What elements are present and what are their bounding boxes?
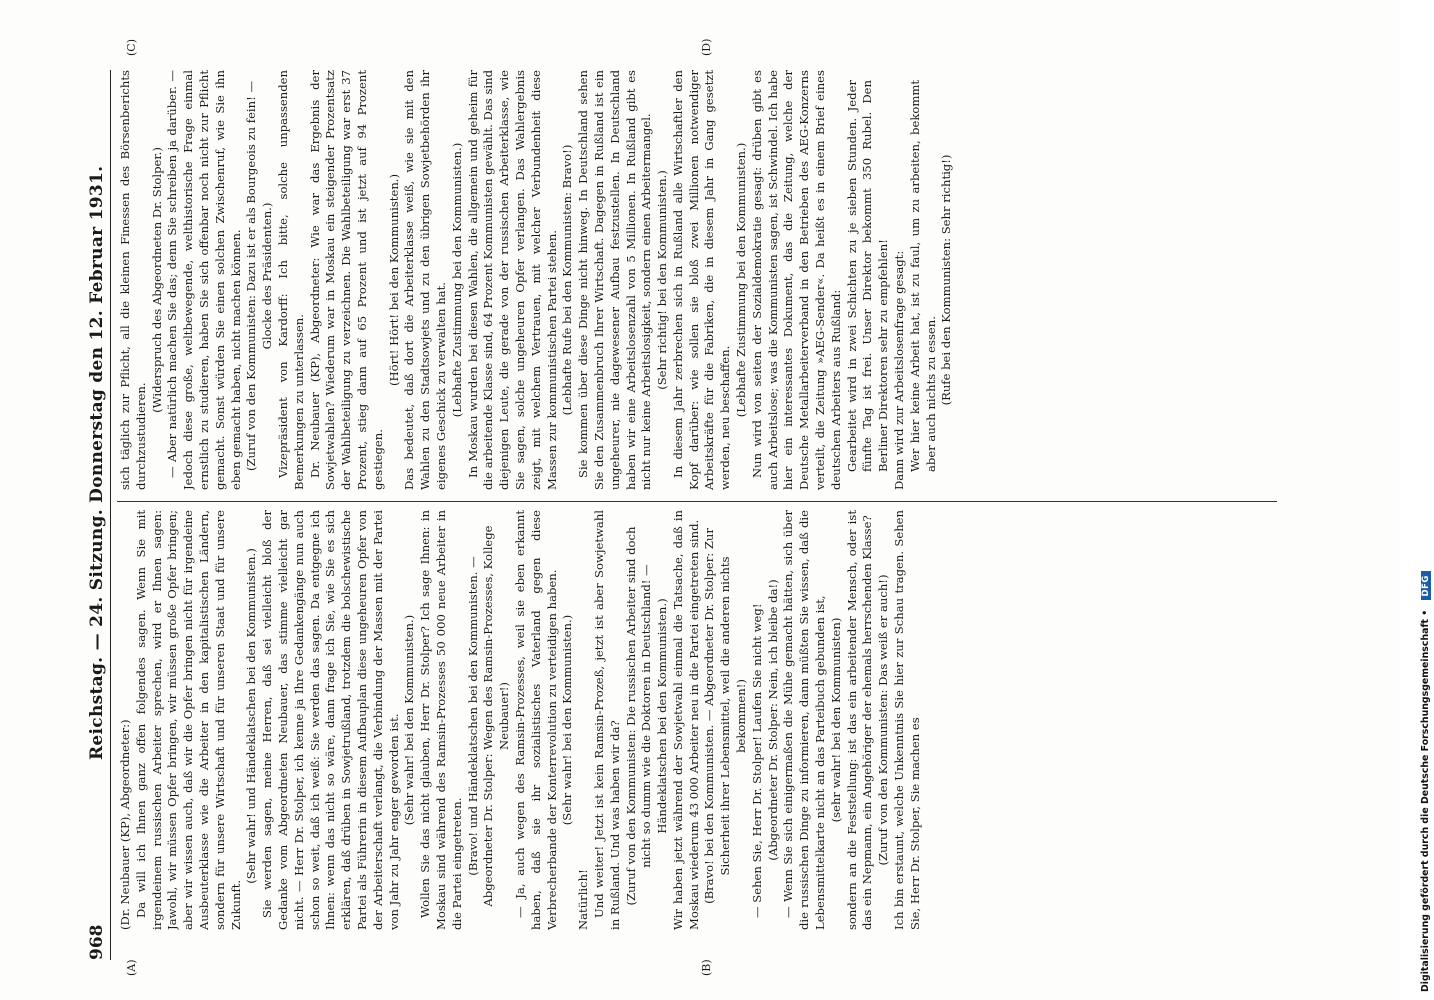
quotation: Gearbeitet wird in zwei Schichten zu je sieben Stunden. Jeder fünfte Tag ist frei. Unser Direktor bekommt 350 Rubel. Den Berliner Direktoren sehr zu empfehlen! bbox=[844, 80, 891, 472]
column-divider bbox=[117, 501, 1277, 502]
margin-marker-c: (C) bbox=[125, 39, 138, 56]
page-header bbox=[80, 70, 111, 960]
paragraph: Sie kommen über diese Dinge nicht hinweg. In Deutschland sehen Sie den Zusammenbruch Ihrer Wirtschaft. Dagegen in Rußland ist ein ungeheurer, nie dagewesener Aufbau festzustellen. In Deutschland haben wir eine Arbeitslosenzahl von 5 Millionen. In Rußland gibt es nicht nur keine Arbeitslosigkeit, sondern einen Arbeitermangel. bbox=[576, 70, 654, 490]
paragraph: — Ja, auch wegen des Ramsin-Prozesses, weil sie eben erkannt haben, daß sie ihr sozialistisches Vaterland gegen diese Verbrecherbande der Konterrevolution zu verteidigen haben. bbox=[512, 510, 559, 930]
paragraph: — Wenn Sie sich einigermaßen die Mühe gemacht hätten, sich über die russischen Dinge zu informieren, dann müßten Sie wissen, daß die Lebensmittelkarte nicht an das Parteibuch gebunden ist, bbox=[781, 510, 828, 930]
interjection: (sehr wahr! bei den Kommunisten) bbox=[828, 617, 843, 823]
interjection: (Bravo! bei den Kommunisten. — Abgeordneter Dr. Stolper: Zur Sicherheit ihrer Lebensmittel, weil die anderen nichts bekommen!) bbox=[702, 528, 749, 904]
quotation: Wer hier keine Arbeit hat, ist zu faul, um zu arbeiten, bekommt aber auch nichts zu essen. bbox=[907, 80, 938, 472]
margin-marker-a: (A) bbox=[125, 959, 138, 976]
paragraph: Wollen Sie das nicht glauben, Herr Dr. Stolper? Ich sage Ihnen: in Moskau sind während des Ramsin-Prozesses 50 000 neue Arbeiter in die Partei eingetreten. bbox=[418, 510, 464, 930]
funding-note bbox=[1420, 8, 1434, 992]
paragraph: Sie werden sagen, meine Herren, daß sei vielleicht bloß der Gedanke vom Abgeordneten Neubauer, das stimme vielleicht gar nicht. — Herr Dr. Stolper, ich kenne ja Ihre Gedankengänge nun auch schon so weit, daß ich weiß: Sie werden das sagen. Da entgegne ich Ihnen: wenn das nicht so wäre, dann frage ich Sie, wie Sie es sich erklären, daß drüben in Sowjetrußland, trotzdem die bolschewistische Partei als Führerin in diesem Aufbauplan diese ungeheuren Opfer von der Arbeiterschaft verlangt, die Verbindung der Massen mit der Partei von Jahr zu Jahr enger geworden ist. bbox=[260, 510, 401, 930]
left-column bbox=[118, 510, 1288, 930]
interjection: (Lebhafte Zustimmung bei den Kommunisten.) bbox=[734, 142, 749, 418]
paragraph: sondern an die Feststellung: ist das ein arbeitender Mensch, oder ist das ein Nepmann, ein Angehöriger der ehemals herrschenden Klasse? bbox=[844, 510, 875, 930]
speaker-paragraph: Dr. Neubauer (KP), Abgeordneter: Wie war das Ergebnis der Sowjetwahlen? Wiederum war in Moskau ein steigender Prozentsatz der Wahlbeteiligung zu verzeichnen. Die Wahlbeteiligung war erst 37 Prozent, stieg dann auf 65 Prozent und ist jetzt auf 94 Prozent gestiegen. bbox=[307, 70, 385, 490]
funding-note-text: Digitalisierung gefördert durch die Deutsche Forschungsgemeinschaft • bbox=[1420, 609, 1431, 992]
dfg-logo: DFG bbox=[1421, 571, 1431, 600]
interjection: (Zuruf von den Kommunisten: Die russischen Arbeiter sind doch nicht so dumm wie die Doktoren in Deutschland! — Händeklatschen bei den Kommunisten.) bbox=[623, 526, 670, 906]
interjection: (Sehr wahr! bei den Kommunisten.) bbox=[402, 614, 417, 826]
interjection: (Hört! Hört! bei den Kommunisten.) bbox=[386, 174, 401, 387]
paragraph: In Moskau wurden bei diesen Wahlen, die allgemein und geheim für die arbeitende Klasse sind, 64 Prozent Kommunisten gewählt. Das sind diejenigen Leute, die gerade von der russischen Arbeiterklasse, wie Sie sagen, solche ungeheuren Opfer verlangen. Das Wahlergebnis zeigt, mit welchem Vertrauen, mit welcher Verbundenheit diese Massen zur kommunistischen Partei stehen. bbox=[465, 70, 559, 490]
paragraph: — Sehen Sie, Herr Dr. Stolper! Laufen Sie nicht weg! bbox=[749, 603, 764, 918]
right-column bbox=[118, 70, 1288, 490]
paragraph: Da will ich Ihnen ganz offen folgendes sagen. Wenn Sie mit irgendeinem russischen Arbeiter sprechen, wird er Ihnen sagen: Jawohl, wir müssen Opfer bringen, wir müssen große Opfer bringen; aber wir wissen auch, daß wir die Opfer bringen nicht für irgendeine Ausbeuterklasse wie die Arbeiter in den kapitalistischen Ländern, sondern für unsere Wirtschaft und für unseren Staat und für unsere Zukunft. bbox=[133, 510, 243, 930]
paragraph: Und weiter! Jetzt ist kein Ramsin-Prozeß, jetzt ist aber Sowjetwahl in Rußland. Und was haben wir da? bbox=[591, 510, 622, 930]
interjection: (Zuruf von den Kommunisten: Das weiß er auch!) bbox=[876, 574, 891, 866]
interjection: (Sehr wahr! und Händeklatschen bei den Kommunisten.) bbox=[244, 548, 259, 884]
paragraph: Ich bin erstaunt, welche Unkenntnis Sie hier zur Schau tragen. Sehen Sie, Herr Dr. Stolper, Sie machen es bbox=[892, 510, 922, 930]
paragraph: Das bedeutet, daß dort die Arbeiterklasse weiß, wie sie mit den Wahlen zu den Stadtsowjets und zu den übrigen Sowjetbehörden ihr eigenes Geschick zu verwalten hat. bbox=[402, 70, 448, 490]
paragraph: In diesem Jahr zerbrechen sich in Rußland alle Wirtschaftler den Kopf darüber: wie sollen sie bloß zwei Millionen notwendiger Arbeitskräfte für die Fabriken, die in diesem Jahr in Gang gesetzt werden, neu beschaffen. bbox=[670, 70, 733, 490]
interjection: (Lebhafte Rufe bei den Kommunisten: Bravo!) bbox=[560, 144, 575, 416]
interjection: (Bravo! und Händeklatschen bei den Kommunisten. — Abgeordneter Dr. Stolper: Wegen des Ramsin-Prozesses, Kollege Neubauer!) bbox=[465, 525, 512, 907]
interjection: (Abgeordneter Dr. Stolper: Nein, ich bleibe da!) bbox=[765, 579, 780, 861]
interjection: (Rufe bei den Kommunisten: Sehr richtig!) bbox=[939, 154, 954, 406]
paragraph: sich täglich zur Pflicht, all die kleinen Finessen des Börsenberichts durchzustudieren. bbox=[118, 70, 148, 490]
paragraph: — Aber natürlich machen Sie das; denn Sie schreiben ja darüber. — Jedoch diese große, weltbewegende, welthistorische Frage einmal ernstlich zu studieren, haben Sie sich offenbar noch nicht zur Pflicht gemacht. Sonst würden Sie einen solchen Zwischenruf, wie Sie ihn eben gemacht haben, nicht machen können. bbox=[165, 70, 243, 490]
speaker-continuation: (Dr. Neubauer (KP), Abgeordneter:) bbox=[118, 719, 132, 930]
page-number: 968 bbox=[87, 924, 107, 960]
paragraph: Nun wird von seiten der Sozialdemokratie gesagt: drüben gibt es auch Arbeitslose; was die Kommunisten sagen, ist Schwindel. Ich habe hier ein interessantes Dokument, das die Zeitung, welche der Deutsche Metallarbeiterverband in den Betrieben des AEG-Konzerns verteilt, die Zeitung »AEG-Sender«. Da heißt es in einem Brief eines deutschen Arbeiters aus Rußland: bbox=[749, 70, 843, 490]
interjection: (Widerspruch des Abgeordneten Dr. Stolper.) bbox=[149, 147, 164, 413]
interjection: (Zuruf von den Kommunisten: Dazu ist er als Bourgeois zu fein! — Glocke des Präsidenten.) bbox=[244, 80, 275, 472]
interjection: (Sehr richtig! bei den Kommunisten.) bbox=[655, 170, 670, 390]
interjection: (Sehr wahr! bei den Kommunisten.) bbox=[560, 614, 575, 826]
paragraph: Wir haben jetzt während der Sowjetwahl einmal die Tatsache, daß in Moskau wiederum 43 000 Arbeiter neu in die Partei eingetreten sind. bbox=[670, 510, 701, 930]
margin-marker-d: (D) bbox=[700, 38, 713, 56]
paragraph: Natürlich! bbox=[576, 869, 591, 930]
running-title: Reichstag. — 24. Sitzung. Donnerstag den 12. Februar 1931. bbox=[87, 165, 107, 760]
interjection: (Lebhafte Zustimmung bei den Kommunisten.) bbox=[449, 142, 464, 418]
speaker-paragraph: Vizepräsident von Kardorff: Ich bitte, solche unpassenden Bemerkungen zu unterlassen. bbox=[275, 70, 306, 490]
margin-marker-b: (B) bbox=[700, 959, 713, 976]
paragraph: Dann wird zur Arbeitslosenfrage gesagt: bbox=[892, 250, 907, 490]
